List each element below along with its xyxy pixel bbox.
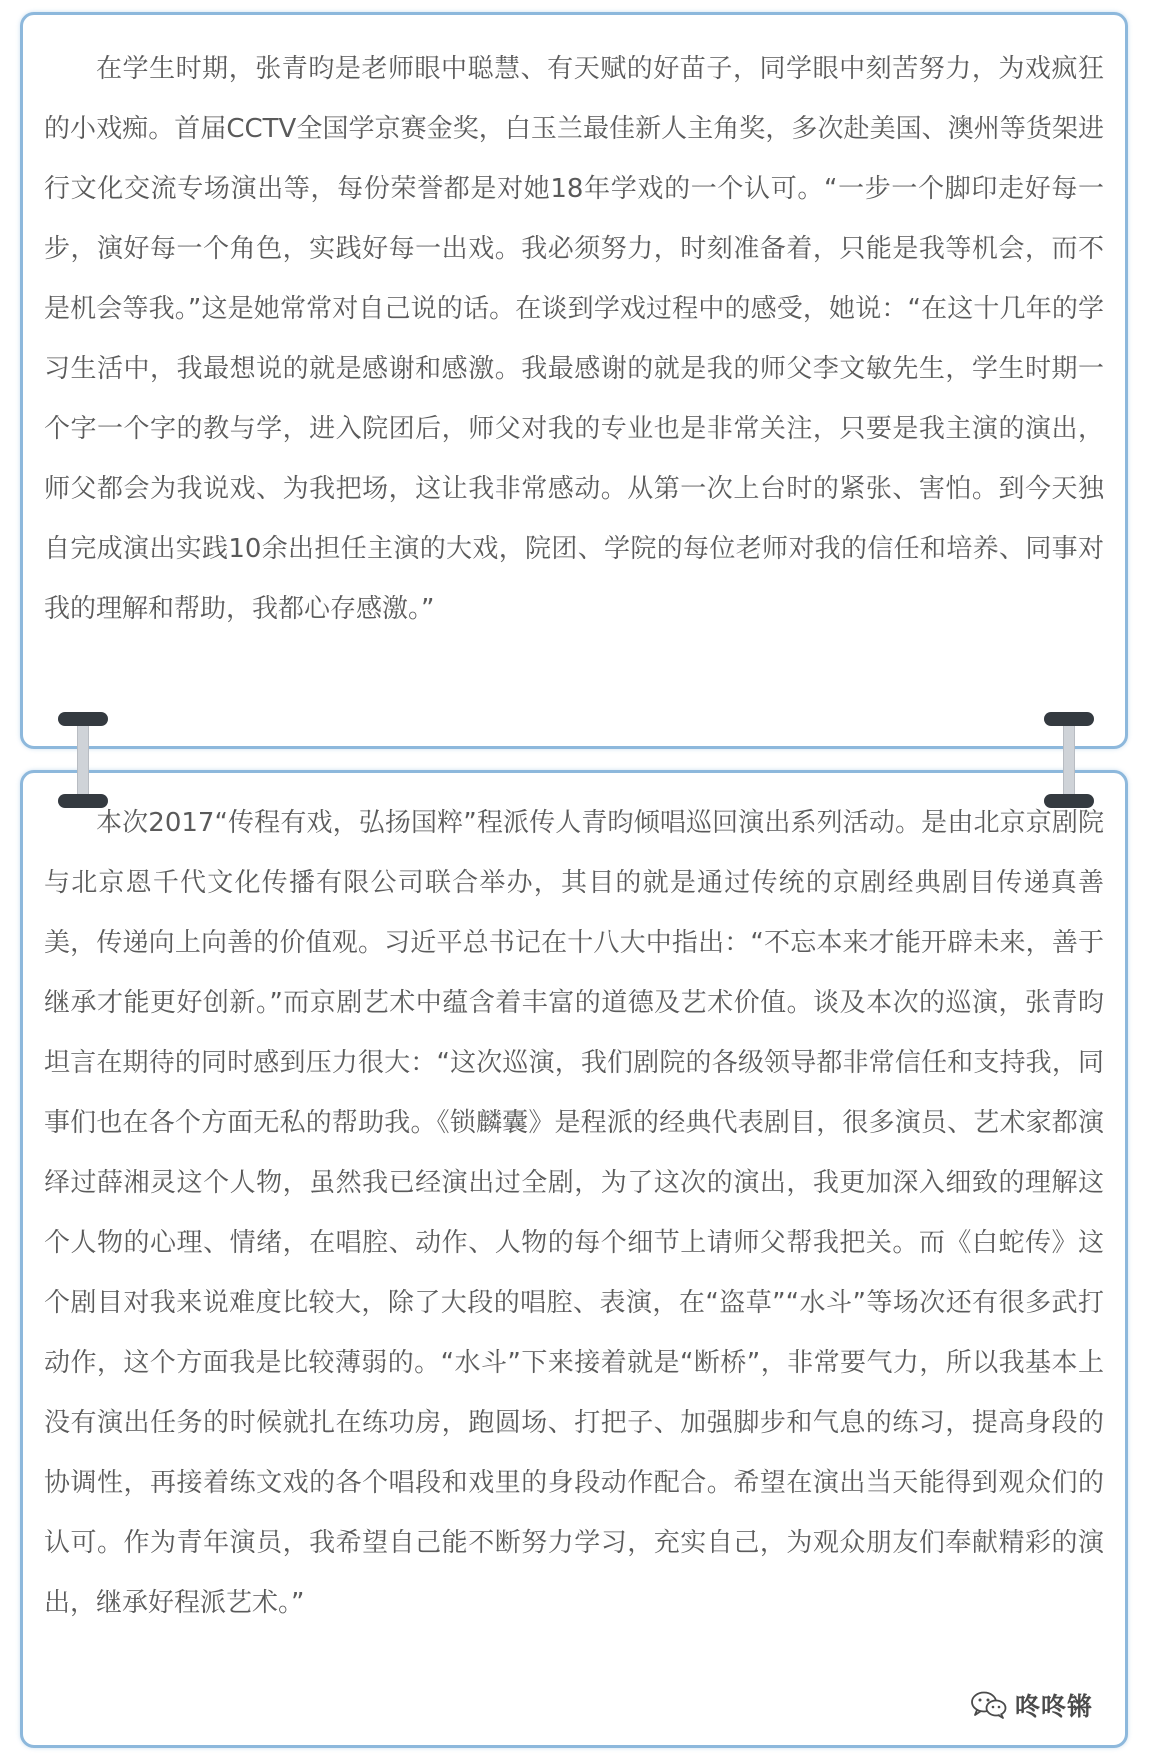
connector-left xyxy=(58,712,108,808)
connector-cap-top xyxy=(1044,712,1094,726)
watermark-text: 咚咚锵 xyxy=(1014,1692,1093,1721)
wechat-icon xyxy=(969,1690,1009,1720)
text-card-1 xyxy=(20,12,1128,749)
connector-cap-bottom xyxy=(1044,794,1094,808)
connector-rod xyxy=(77,720,89,800)
paragraph-1: 在学生时期，张青昀是老师眼中聪慧、有天赋的好苗子，同学眼中刻苦努力，为戏疯狂的小戏痴。首届CCTV全国学京赛金奖，白玉兰最佳新人主角奖，多次赴美国、澳州等货架进行文化交流专场演出等，每份荣誉都是对她18年学戏的一个认可。“一步一个脚印走好每一步，演好每一个角色，实践好每一出戏。我必须努力，时刻准备着，只能是我等机会，而不是机会等我。”这是她常常对自己说的话。在谈到学戏过程中的感受，她说：“在这十几年的学习生活中，我最想说的就是感谢和感激。我最感谢的就是我的师父李文敏先生，学生时期一个字一个字的教与学，进入院团后，师父对我的专业也是非常关注，只要是我主演的演出，师父都会为我说戏、为我把场，这让我非常感动。从第一次上台时的紧张、害怕。到今天独自完成演出实践10余出担任主演的大戏，院团、学院的每位老师对我的信任和培养、同事对我的理解和帮助，我都心存感激。” xyxy=(44,54,1104,624)
text-card-2 xyxy=(20,770,1128,1748)
watermark xyxy=(969,1687,1093,1723)
paragraph-2: 本次2017“传程有戏，弘扬国粹”程派传人青昀倾唱巡回演出系列活动。是由北京京剧院与北京恩千代文化传播有限公司联合举办，其目的就是通过传统的京剧经典剧目传递真善美，传递向上向善的价值观。习近平总书记在十八大中指出：“不忘本来才能开辟未来，善于继承才能更好创新。”而京剧艺术中蕴含着丰富的道德及艺术价值。谈及本次的巡演，张青昀坦言在期待的同时感到压力很大：“这次巡演，我们剧院的各级领导都非常信任和支持我，同事们也在各个方面无私的帮助我。《锁麟囊》是程派的经典代表剧目，很多演员、艺术家都演绎过薛湘灵这个人物，虽然我已经演出过全剧，为了这次的演出，我更加深入细致的理解这个人物的心理、情绪，在唱腔、动作、人物的每个细节上请师父帮我把关。而《白蛇传》这个剧目对我来说难度比较大，除了大段的唱腔、表演，在“盗草”“水斗”等场次还有很多武打动作，这个方面我是比较薄弱的。“水斗”下来接着就是“断桥”，非常要气力，所以我基本上没有演出任务的时候就扎在练功房，跑圆场、打把子、加强脚步和气息的练习，提高身段的协调性，再接着练文戏的各个唱段和戏里的身段动作配合。希望在演出当天能得到观众们的认可。作为青年演员，我希望自己能不断努力学习，充实自己，为观众朋友们奉献精彩的演出，继承好程派艺术。” xyxy=(44,808,1104,1618)
connector-cap-top xyxy=(58,712,108,726)
connector-cap-bottom xyxy=(58,794,108,808)
connector-right xyxy=(1044,712,1094,808)
connector-rod xyxy=(1063,720,1075,800)
